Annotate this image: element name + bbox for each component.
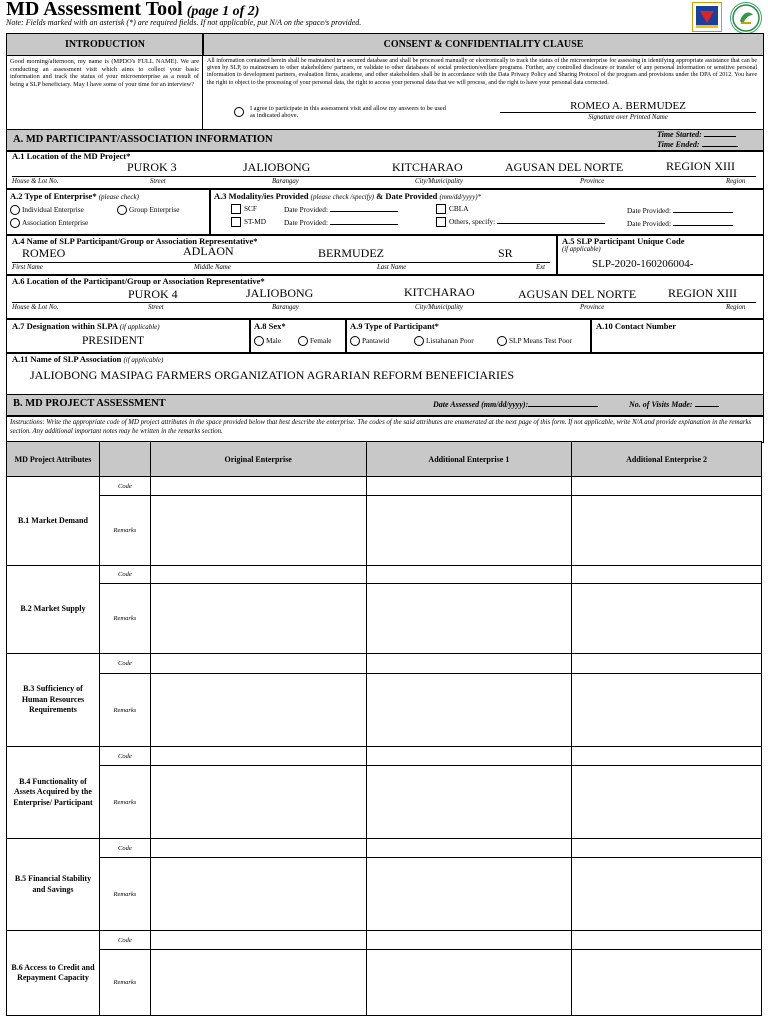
b2-code-add2[interactable] (572, 566, 762, 584)
code-label: Code (99, 654, 150, 674)
option-group-enterprise[interactable]: Group Enterprise (117, 205, 179, 215)
intro-text: Good morning/afternoon, my name is (MPDO's FULL NAME). We are conducting an assessment visit which aims to collect your basic information and track the status of your microenterprise as a result of being a SLP beneficiary. May I have some of your time for an interview? (10, 58, 199, 88)
a1-caption-street: Street (150, 178, 166, 185)
b5-remarks-add1[interactable] (366, 858, 572, 931)
a4-caption-ext: Ext (536, 264, 546, 271)
a7-designation[interactable]: PRESIDENT (82, 335, 144, 347)
date-assessed-label: Date Assessed (mm/dd/yyyy): (433, 400, 598, 409)
consent-heading: CONSENT & CONFIDENTIALITY CLAUSE (203, 33, 764, 56)
a4-last-name[interactable]: BERMUDEZ (318, 246, 384, 260)
consent-agree-text: I agree to participate in this assessment visit and allow my answers to be used as indicated above. (250, 105, 446, 120)
code-label: Code (99, 931, 150, 950)
remarks-label: Remarks (99, 766, 150, 839)
signer-name[interactable]: ROMEO A. BERMUDEZ (500, 100, 756, 113)
check-cbla[interactable]: CBLA (436, 204, 468, 214)
section-a-header: A. MD PARTICIPANT/ASSOCIATION INFORMATION Time Started: Time Ended: (6, 129, 764, 152)
b2-remarks-add1[interactable] (366, 584, 572, 654)
remarks-label: Remarks (99, 674, 150, 747)
signature-caption: Signature over Printed Name (588, 114, 668, 121)
b2-code-add1[interactable] (366, 566, 572, 584)
a6-region[interactable]: REGION XIII (668, 286, 737, 300)
others-date[interactable]: Date Provided: (627, 219, 733, 228)
b1-code-original[interactable] (150, 477, 366, 496)
a11-association-name[interactable]: JALIOBONG MASIPAG FARMERS ORGANIZATION AGRARIAN REFORM BENEFICIARIES (30, 368, 515, 382)
col-additional-enterprise-1: Additional Enterprise 1 (366, 442, 572, 477)
option-listahanan-poor[interactable]: Listahanan Poor (414, 336, 474, 346)
a6-province[interactable]: AGUSAN DEL NORTE (518, 287, 637, 301)
code-label: Code (99, 477, 150, 496)
b2-code-original[interactable] (150, 566, 366, 584)
assessment-table (6, 441, 762, 1016)
a1-region[interactable]: REGION XIII (666, 159, 735, 173)
a6-caption-region: Region (726, 304, 746, 311)
remarks-label: Remarks (99, 858, 150, 931)
b4-code-add2[interactable] (572, 747, 762, 766)
b6-code-original[interactable] (150, 931, 366, 950)
attr-b1: B.1 Market Demand (7, 477, 100, 566)
b5-code-original[interactable] (150, 839, 366, 858)
option-female[interactable]: Female (298, 336, 331, 346)
b1-remarks-add1[interactable] (366, 496, 572, 566)
b1-remarks-original[interactable] (150, 496, 366, 566)
a6-caption-street: Street (148, 304, 164, 311)
a1-caption-province: Province (580, 178, 605, 185)
a9-label: A.9 Type of Participant* (350, 321, 439, 331)
b6-remarks-add2[interactable] (572, 950, 762, 1016)
cbla-date[interactable]: Date Provided: (627, 206, 733, 215)
attr-b5: B.5 Financial Stability and Savings (7, 839, 100, 931)
a6-city[interactable]: KITCHARAO (404, 285, 475, 299)
b6-code-add2[interactable] (572, 931, 762, 950)
a4-ext[interactable]: SR (498, 246, 513, 260)
b6-remarks-add1[interactable] (366, 950, 572, 1016)
consent-agree-radio[interactable] (234, 107, 244, 117)
a1-caption-city: City/Municipality (415, 178, 463, 185)
b3-remarks-original[interactable] (150, 674, 366, 747)
col-original-enterprise: Original Enterprise (150, 442, 366, 477)
a1-caption-house: House & Lot No. (12, 178, 59, 185)
a8-label: A.8 Sex* (254, 321, 286, 331)
a4-caption-last: Last Name (377, 264, 407, 271)
b4-remarks-original[interactable] (150, 766, 366, 839)
a1-caption-barangay: Barangay (272, 178, 299, 185)
intro-heading: INTRODUCTION (6, 33, 204, 56)
a1-caption-region: Region (726, 178, 746, 185)
check-st-md[interactable]: ST-MD (231, 217, 266, 227)
page-indicator: (page 1 of 2) (186, 4, 260, 19)
a6-house[interactable]: PUROK 4 (128, 287, 178, 301)
visits-made-label: No. of Visits Made: (629, 400, 719, 409)
time-started-label: Time Started: (657, 130, 736, 139)
b5-remarks-add2[interactable] (572, 858, 762, 931)
st-md-date[interactable]: Date Provided: (284, 218, 398, 227)
option-pantawid[interactable]: Pantawid (350, 336, 389, 346)
b3-code-add2[interactable] (572, 654, 762, 674)
a5-hint: (if applicable) (562, 246, 601, 253)
a11-label: A.11 Name of SLP Association (if applicable) (12, 354, 164, 364)
time-ended-label: Time Ended: (657, 140, 738, 149)
b6-remarks-original[interactable] (150, 950, 366, 1016)
consent-text: All information contained herein shall be maintained in a secured database and shall be processed manually or electronically to track the status of the microenterprise for assessing in identifying appropriate assistance that can be given by SLP, to mainstream to other stakeholders/ partners, or validate to other databases of social protection/welfare programs. Further, any controlled disclosure or transfer of any personal information or sensitive personal information to development partners, evaluation firms, academe, and other stakeholders shall be in accordance with the Data Privacy Policy and Sharing Protocol of the program and provisions under the DPA of 2012. You have the right to object to the processing of your personal data, the right to access your personal data that we will process, and the right to have your personal data corrected. (207, 58, 757, 86)
b6-code-add1[interactable] (366, 931, 572, 950)
a6-label: A.6 Location of the Participant/Group or Association Representative* (12, 276, 265, 286)
a4-first-name[interactable]: ROMEO (22, 246, 66, 260)
form-title: MD Assessment Tool (page 1 of 2) (6, 0, 260, 20)
scf-date[interactable]: Date Provided: (284, 205, 398, 214)
b1-code-add1[interactable] (366, 477, 572, 496)
b3-remarks-add2[interactable] (572, 674, 762, 747)
slp-logo-icon (730, 2, 762, 34)
a6-caption-province: Province (580, 304, 605, 311)
instructions-text: Instructions: Write the appropriate code of MD project attributes in the space provided below that best describe the enterprise. The codes of the said attributes are enumerated at the next page of this form. If not applicable, write N/A and provide explanation in the remarks section. Any additional important notes may be written in the remarks section. (10, 419, 752, 435)
b5-code-add2[interactable] (572, 839, 762, 858)
b3-code-add1[interactable] (366, 654, 572, 674)
a5-unique-code[interactable]: SLP-2020-160206004- (592, 258, 694, 270)
col-additional-enterprise-2: Additional Enterprise 2 (572, 442, 762, 477)
b5-code-add1[interactable] (366, 839, 572, 858)
code-label: Code (99, 566, 150, 584)
code-label: Code (99, 839, 150, 858)
b1-remarks-add2[interactable] (572, 496, 762, 566)
a1-house[interactable]: PUROK 3 (127, 160, 177, 174)
option-male[interactable]: Male (254, 336, 281, 346)
attr-b2: B.2 Market Supply (7, 566, 100, 654)
b2-remarks-add2[interactable] (572, 584, 762, 654)
b2-remarks-original[interactable] (150, 584, 366, 654)
attr-b3: B.3 Sufficiency of Human Resources Requirements (7, 654, 100, 747)
a6-barangay[interactable]: JALIOBONG (246, 286, 314, 300)
a7-label: A.7 Designation within SLPA (if applicable) (12, 321, 160, 331)
option-slp-means-test-poor[interactable]: SLP Means Test Poor (497, 336, 572, 346)
option-individual-enterprise[interactable]: Individual Enterprise (10, 205, 84, 215)
a3-label: A.3 Modality/ies Provided (please check /specify) & Date Provided (mm/dd/yyyy)* (214, 191, 482, 201)
a4-label: A.4 Name of SLP Participant/Group or Association Representative* (12, 236, 258, 246)
a6-caption-house: House & Lot No. (12, 304, 59, 311)
a4-caption-middle: Middle Name (194, 264, 231, 271)
b1-code-add2[interactable] (572, 477, 762, 496)
remarks-label: Remarks (99, 584, 150, 654)
b5-remarks-original[interactable] (150, 858, 366, 931)
a5-label: A.5 SLP Participant Unique Code (562, 236, 685, 246)
b4-remarks-add1[interactable] (366, 766, 572, 839)
dswd-logo-icon (692, 2, 722, 32)
a6-caption-city: City/Municipality (415, 304, 463, 311)
b3-remarks-add1[interactable] (366, 674, 572, 747)
option-association-enterprise[interactable]: Association Enterprise (10, 218, 88, 228)
remarks-label: Remarks (99, 496, 150, 566)
code-label: Code (99, 747, 150, 766)
check-others[interactable]: Others, specify: (436, 217, 605, 227)
col-attributes: MD Project Attributes (7, 442, 100, 477)
b4-code-original[interactable] (150, 747, 366, 766)
check-scf[interactable]: SCF (231, 204, 257, 214)
a1-label: A.1 Location of the MD Project* (12, 151, 131, 161)
a1-city[interactable]: KITCHARAO (392, 160, 463, 174)
b3-code-original[interactable] (150, 654, 366, 674)
a10-label: A.10 Contact Number (596, 321, 677, 331)
a2-label: A.2 Type of Enterprise* (please check) (10, 191, 139, 201)
section-b-header: B. MD PROJECT ASSESSMENT Date Assessed (mm/dd/yyyy): No. of Visits Made: (6, 394, 764, 417)
remarks-label: Remarks (99, 950, 150, 1016)
required-fields-note: Note: Fields marked with an asterisk (*) are required fields. If not applicable, put N/A on the space/s provided. (6, 18, 362, 27)
attr-b4: B.4 Functionality of Assets Acquired by the Enterprise/ Participant (7, 747, 100, 839)
b4-remarks-add2[interactable] (572, 766, 762, 839)
b4-code-add1[interactable] (366, 747, 572, 766)
a1-barangay[interactable]: JALIOBONG (243, 160, 311, 174)
attr-b6: B.6 Access to Credit and Repayment Capacity (7, 931, 100, 1016)
a1-province[interactable]: AGUSAN DEL NORTE (505, 160, 624, 174)
a6-caption-barangay: Barangay (272, 304, 299, 311)
a4-middle-name[interactable]: ADLAON (183, 244, 234, 258)
a4-caption-first: First Name (12, 264, 43, 271)
